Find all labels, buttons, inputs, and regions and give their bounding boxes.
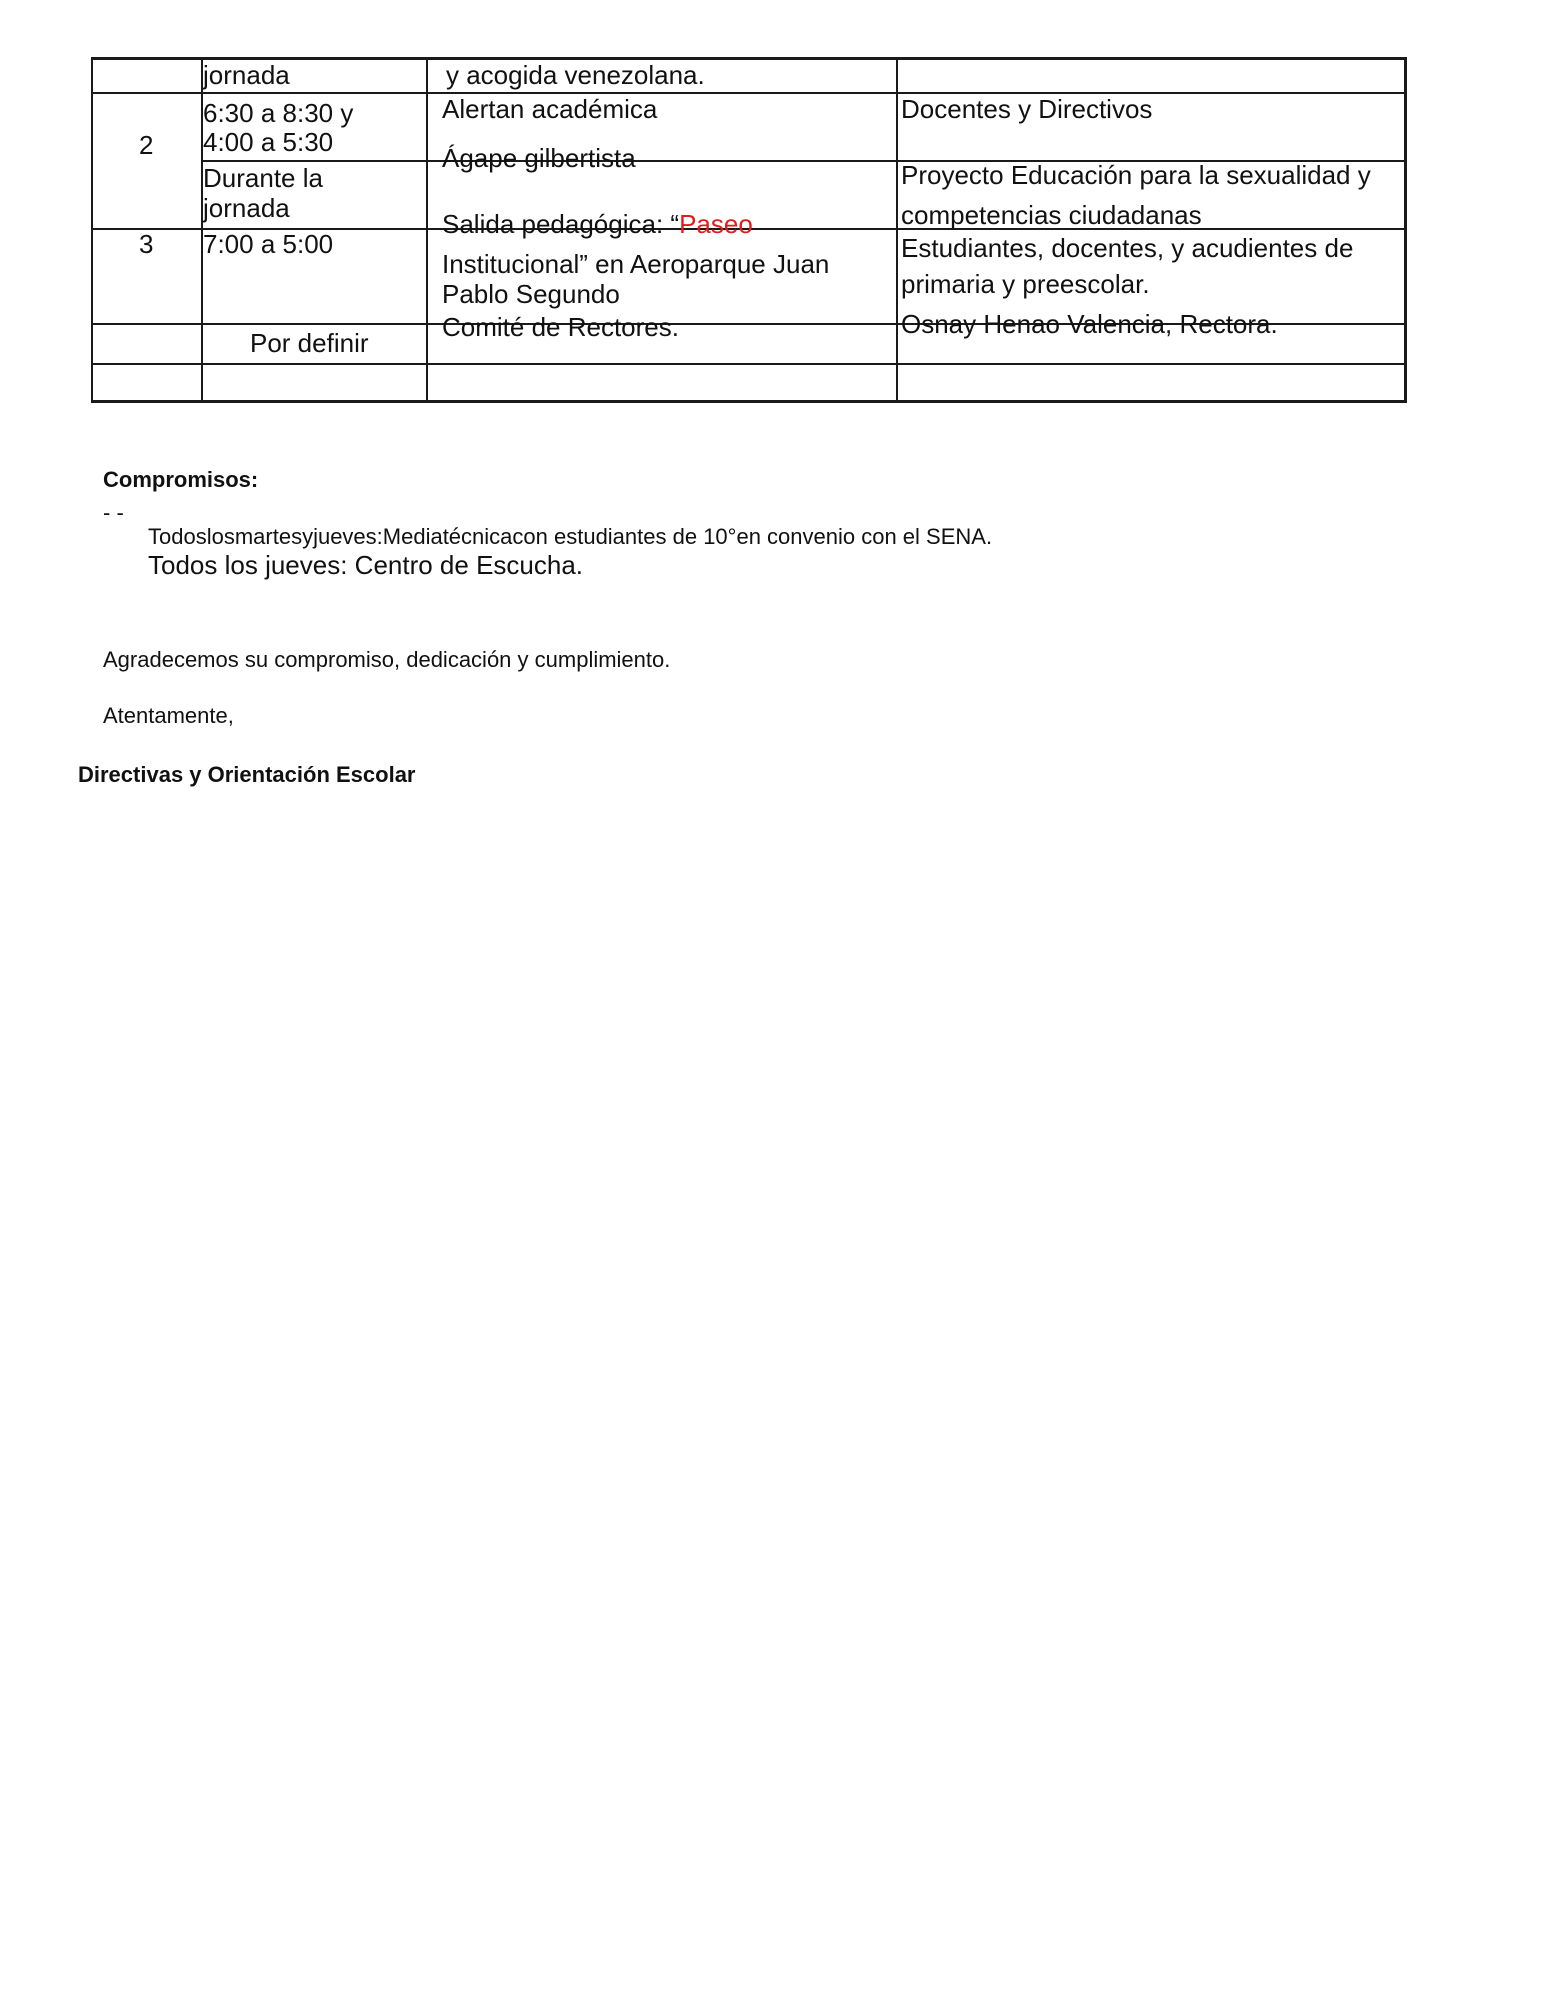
cell-activity: Ágape gilbertista [442,143,636,173]
table-row-divider [91,363,1406,365]
table-border-left [91,57,93,403]
table-border-bottom [91,400,1406,403]
cell-responsible: Docentes y Directivos [901,94,1153,124]
cell-responsible: Estudiantes, docentes, y acudientes de [901,233,1354,263]
table-column-divider [896,57,898,403]
table-border-right [1404,57,1407,403]
cell-day-number: 2 [139,130,154,160]
commitments-dashes: - - [103,500,124,525]
cell-responsible: competencias ciudadanas [901,200,1202,230]
table-row-divider [91,92,1406,94]
closing-regards: Atentamente, [103,703,234,728]
cell-activity [442,209,753,239]
cell-time: Por definir [250,328,369,358]
cell-activity: y acogida venezolana. [446,60,705,90]
cell-time: 6:30 a 8:30 y [203,98,354,128]
cell-responsible: Proyecto Educación para la sexualidad y [901,160,1371,190]
cell-time: jornada [203,60,290,90]
cell-activity: Alertan académica [442,94,658,124]
cell-responsible: primaria y preescolar. [901,269,1150,299]
commitments-heading: Compromisos: [103,467,259,492]
cell-time: jornada [203,193,290,223]
cell-time: 4:00 a 5:30 [203,127,334,157]
cell-activity: Pablo Segundo [442,279,620,309]
commitment-item: Todoslosmartesyjueves:Mediatécnicacon estudiantes de 10°en convenio con el SENA. [148,524,993,549]
cell-activity: Institucional” en Aeroparque Juan [442,249,830,279]
cell-time: Durante la [203,163,323,193]
cell-time: 7:00 a 5:00 [203,229,334,259]
signature: Directivas y Orientación Escolar [78,762,416,787]
activity-highlight: Paseo [679,209,753,239]
cell-responsible: Osnay Henao Valencia, Rectora. [901,309,1278,339]
cell-day-number: 3 [139,229,154,259]
cell-activity: Comité de Rectores. [442,312,679,342]
closing-thanks: Agradecemos su compromiso, dedicación y cumplimiento. [103,647,671,672]
commitment-item: Todos los jueves: Centro de Escucha. [148,550,584,580]
activity-prefix: Salida pedagógica: “ [442,209,680,239]
table-column-divider [426,57,428,403]
